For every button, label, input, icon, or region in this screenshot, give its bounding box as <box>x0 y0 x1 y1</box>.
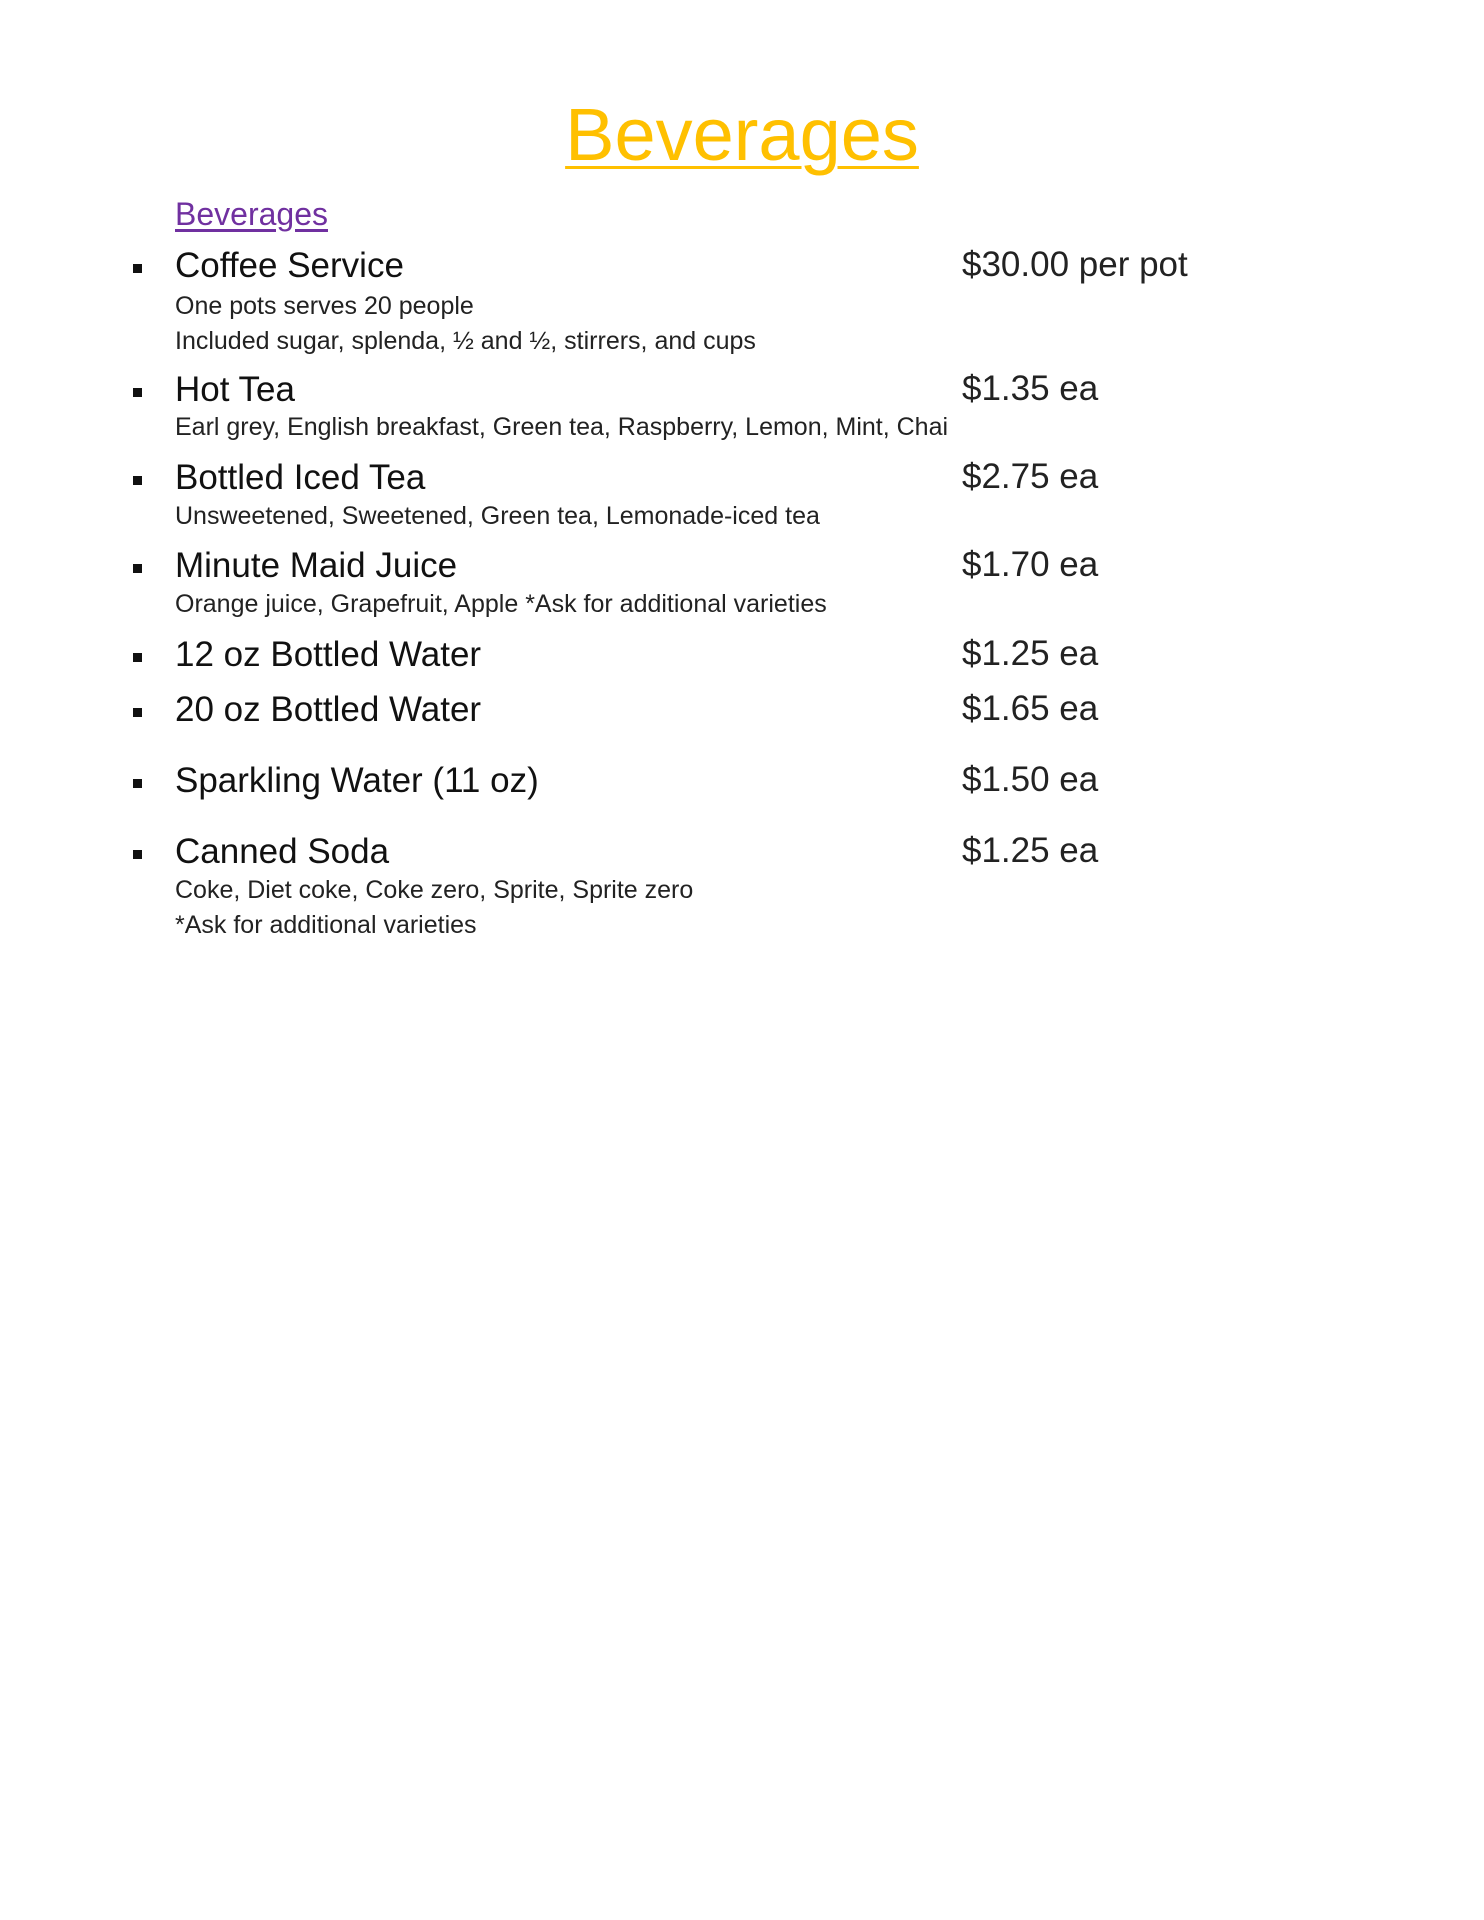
bullet-icon <box>133 850 142 859</box>
bullet-icon <box>133 708 142 717</box>
item-description: Coke, Diet coke, Coke zero, Sprite, Sprite zero <box>175 876 694 904</box>
item-name: Hot Tea <box>175 370 295 409</box>
item-name: Canned Soda <box>175 832 390 871</box>
item-price: $1.35 ea <box>962 369 1099 408</box>
bullet-icon <box>133 564 142 573</box>
page-title: Beverages <box>565 93 919 176</box>
item-price: $30.00 per pot <box>962 245 1188 284</box>
bullet-icon <box>133 779 142 788</box>
item-name: 12 oz Bottled Water <box>175 635 482 674</box>
item-price: $2.75 ea <box>962 457 1099 496</box>
section-heading: Beverages <box>175 196 328 232</box>
item-name: 20 oz Bottled Water <box>175 690 482 729</box>
item-name: Coffee Service <box>175 246 404 285</box>
bullet-icon <box>133 264 142 273</box>
item-name: Minute Maid Juice <box>175 546 458 585</box>
item-description: Included sugar, splenda, ½ and ½, stirrers, and cups <box>175 327 756 355</box>
item-description: Orange juice, Grapefruit, Apple *Ask for additional varieties <box>175 590 827 618</box>
item-description: One pots serves 20 people <box>175 292 474 320</box>
item-price: $1.70 ea <box>962 545 1099 584</box>
item-price: $1.65 ea <box>962 689 1099 728</box>
bullet-icon <box>133 388 142 397</box>
item-name: Sparkling Water (11 oz) <box>175 761 539 800</box>
bullet-icon <box>133 653 142 662</box>
item-name: Bottled Iced Tea <box>175 458 426 497</box>
item-description: Unsweetened, Sweetened, Green tea, Lemonade-iced tea <box>175 502 820 530</box>
item-price: $1.50 ea <box>962 760 1099 799</box>
bullet-icon <box>133 476 142 485</box>
item-price: $1.25 ea <box>962 634 1099 673</box>
item-description: Earl grey, English breakfast, Green tea, Raspberry, Lemon, Mint, Chai <box>175 413 949 441</box>
item-description: *Ask for additional varieties <box>175 911 477 939</box>
item-price: $1.25 ea <box>962 831 1099 870</box>
